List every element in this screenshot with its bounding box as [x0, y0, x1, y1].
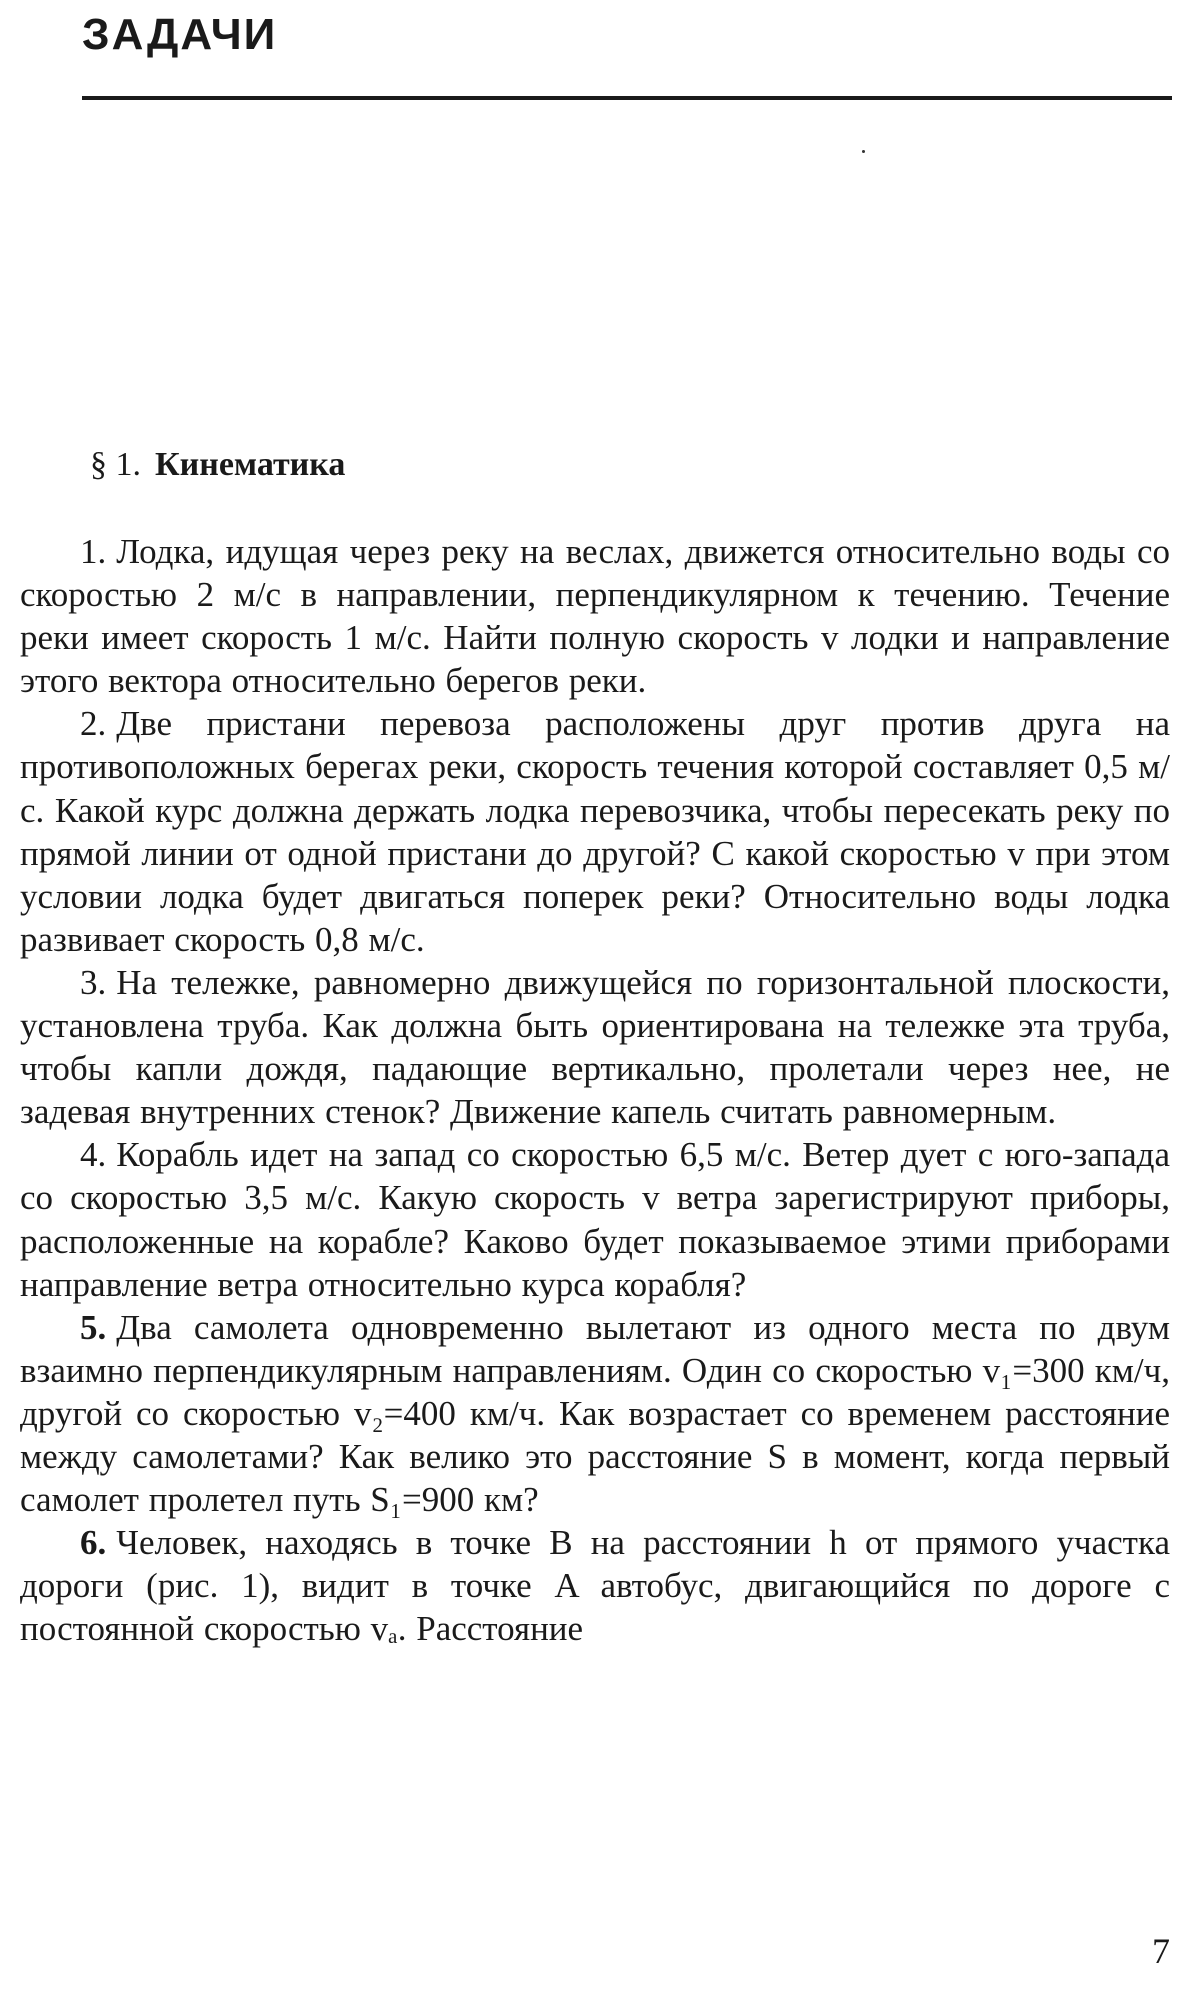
heading-rule [82, 96, 1172, 100]
problem-text: Два самолета одновременно вылетают из одного места по двум взаимно перпендикулярным направлениям. Один со скоростью v₁=300 км/ч, другой со скоростью v₂=400 км/ч. Как возрастает со временем расстояние между самолетами? Как велико это расстояние S в момент, когда первый самолет пролетел путь S₁=900 км? [20, 1307, 1170, 1520]
problem-number: 1. [80, 532, 107, 571]
scan-speck [862, 150, 865, 153]
problem-list [20, 530, 1170, 1650]
section-title-text: Кинематика [155, 446, 346, 483]
section-mark: § 1. [90, 446, 141, 483]
problem-text: Лодка, идущая через реку на веслах, движется относительно воды со скоростью 2 м/с в направлении, перпендикулярном к течению. Течение реки имеет скорость 1 м/с. Найти полную скорость v лодки и направление этого вектора относительно берегов реки. [20, 532, 1170, 701]
problem-text: На тележке, равномерно движущейся по горизонтальной плоскости, установлена труба. Как должна быть ориентирована на тележке эта труба, чтобы капли дождя, падающие вертикально, пролетали через нее, не задевая внутренних стенок? Движение капель считать равномерным. [20, 962, 1170, 1132]
problem-text: Корабль идет на запад со скоростью 6,5 м/с. Ветер дует с юго-запада со скоростью 3,5 м/с. Какую скорость v ветра зарегистрируют приборы, расположенные на корабле? Каково будет показываемое этими приборами направление ветра относительно курса корабля? [20, 1135, 1170, 1304]
page-heading: ЗАДАЧИ [82, 10, 278, 59]
problem-3 [20, 961, 1170, 1133]
problem-1 [20, 530, 1170, 702]
problem-text: Человек, находясь в точке B на расстоянии h от прямого участка дороги (рис. 1), видит в точке A автобус, двигающийся по дороге с постоянной скоростью vₐ. Расстояние [20, 1523, 1170, 1649]
problem-5 [20, 1306, 1170, 1521]
problem-text: Две пристани перевоза расположены друг против друга на противоположных берегах реки, скорость течения которой составляет 0,5 м/с. Какой курс должна держать лодка перевозчика, чтобы пересекать реку по прямой линии от одной пристани до другой? С какой скоростью v при этом условии лодка будет двигаться поперек реки? Относительно воды лодка развивает скорость 0,8 м/с. [20, 704, 1170, 959]
problem-number: 3. [80, 962, 107, 1002]
problem-4 [20, 1133, 1170, 1305]
section-title [90, 446, 345, 484]
problem-6 [20, 1521, 1170, 1650]
page-number: 7 [1152, 1931, 1170, 1971]
problem-number: 2. [80, 704, 107, 744]
problem-2 [20, 702, 1170, 961]
problem-number: 4. [80, 1135, 107, 1175]
problem-number: 5. [80, 1307, 107, 1347]
problem-number: 6. [80, 1523, 107, 1563]
